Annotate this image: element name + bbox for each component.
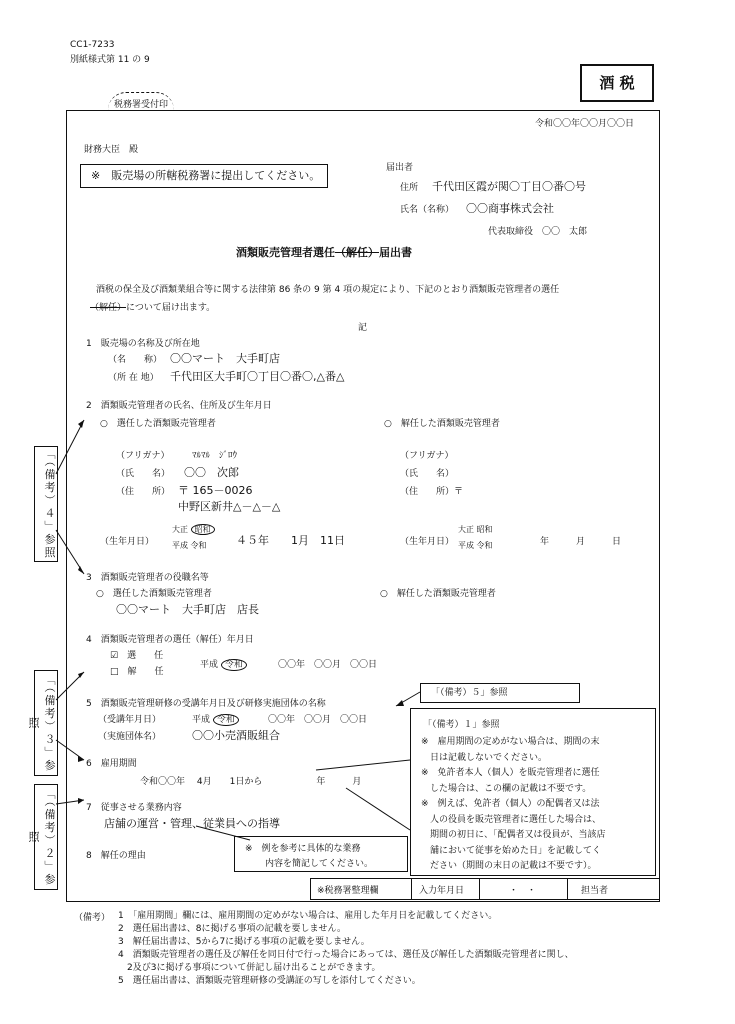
furigana-value: ﾏﾙﾏﾙ ｼﾞﾛｳ (192, 451, 238, 461)
biko1-line: した場合は、この欄の記載は不要です。 (421, 783, 592, 794)
office-use-row (310, 878, 660, 900)
org-label: （実施団体名） (98, 732, 162, 742)
office-divider (479, 879, 480, 899)
submit-note: ※ 販売場の所轄税務署に提出してください。 (80, 164, 328, 188)
birth-label: （生年月日） (100, 537, 155, 547)
address-label: 住所 (400, 183, 419, 193)
dismiss-checkbox: □ 解 任 (110, 667, 164, 677)
biko1-line: ※ 免許者本人（個人）を販売管理者に選任 (421, 768, 600, 778)
biko1-head: 「（備考）１」参照 (423, 720, 500, 730)
section3-title: 3 酒類販売管理者の役職名等 (86, 573, 209, 583)
section8-title: 8 解任の理由 (86, 851, 146, 861)
biko1-line: ※ 雇用期間の定めがない場合は、期間の末 (421, 737, 600, 747)
remark-item: 4 酒類販売管理者の選任及び解任を同日付で行った場合にあっては、選任及び解任した酒類販売管理者に関し、 (118, 950, 574, 960)
representative: 代表取締役 〇〇 太郎 (488, 227, 588, 237)
shop-location-label: （所 在 地） (108, 373, 159, 383)
receipt-stamp: 税務署受付印 (108, 92, 174, 110)
manager-zip: 〒 165－0026 (178, 484, 253, 497)
section2-title: 2 酒類販売管理者の氏名、住所及び生年月日 (86, 401, 272, 411)
r-name-label: （氏 名） (400, 469, 455, 479)
title-suffix: 届出書 (379, 246, 412, 259)
tax-category-box: 酒 税 (580, 64, 654, 102)
remark-item: 2 選任届出書は、8に掲げる事項の記載を要しません。 (118, 924, 346, 934)
era-taisho: 大正 (172, 525, 188, 534)
ref-tab-2: 「（備考）２」参照 (34, 784, 58, 890)
shop-name-label: （名 称） (108, 355, 163, 365)
ki-label: 記 (358, 323, 368, 333)
r-address-label: （住 所）〒 (400, 487, 464, 497)
era-showa-circled: 昭和 (191, 524, 215, 535)
biko1-line: 人の役員を販売管理者に選任した場合は、 (421, 814, 602, 825)
s4-date: 〇〇年 〇〇月 〇〇日 (278, 660, 378, 670)
manager-address-label: （住 所） (116, 487, 171, 497)
staff-label: 担当者 (581, 886, 609, 896)
applicant-address: 千代田区霞が関〇丁目〇番〇号 (432, 180, 586, 193)
manager-name-label: （氏 名） (116, 469, 171, 479)
intro-tail: について届け出ます。 (126, 303, 216, 313)
s3-appointed: ○ 選任した酒類販売管理者 (96, 589, 212, 599)
r-birth-label: （生年月日） (400, 537, 455, 547)
section1-title: 1 販売場の名称及び所在地 (86, 339, 200, 349)
title-struck: （解任） (335, 246, 379, 259)
intro-line1: 酒税の保全及び酒類業組合等に関する法律第 86 条の 9 第 4 項の規定により、下記のとおり酒類販売管理者の選任 (96, 285, 560, 295)
remark-item: 2及び3に掲げる事項について併記し届け出ることができます。 (118, 963, 381, 973)
biko1-line: 舗において従事を始めた日」を記載してく (421, 845, 602, 856)
appoint-checkbox: ☑ 選 任 (110, 651, 164, 661)
ref-tab-4: 「（備考）４」参照 (34, 446, 58, 562)
example-note-line2: 内容を簡記してください。 (265, 859, 374, 869)
furigana-label: （フリガナ） (116, 451, 170, 461)
office-label: ※税務署整理欄 (317, 886, 379, 896)
addressee: 財務大臣 殿 (84, 145, 139, 155)
s5-era-reiwa: 令和 (213, 714, 239, 726)
form-code: CC1-7233 (70, 40, 115, 50)
example-note-line1: ※ 例を参考に具体的な業務 (245, 844, 361, 854)
intro-struck: （解任） (90, 303, 127, 313)
ref-note5: 「（備考）５」参照 (420, 683, 580, 703)
r-birth-date: 年 月 日 (540, 537, 622, 547)
s5-era-heisei: 平成 (192, 715, 211, 725)
section4-title: 4 酒類販売管理者の選任（解任）年月日 (86, 635, 254, 645)
s4-era-heisei: 平成 (200, 660, 219, 670)
course-date-label: （受講年月日） (98, 715, 162, 725)
section5-title: 5 酒類販売管理研修の受講年月日及び研修実施団体の名称 (86, 699, 326, 709)
employment-period: 令和〇〇年 4月 1日から 年 月 (140, 777, 362, 787)
remark-item: 1 「雇用期間」欄には、雇用期間の定めがない場合は、雇用した年月日を記載してください。 (118, 911, 498, 921)
r-era-top: 大正 昭和 (458, 525, 493, 534)
duties-value: 店舗の運営・管理、従業員への指導 (104, 817, 280, 830)
applicant-name: 〇〇商事株式会社 (466, 202, 554, 215)
appointed-head: ○ 選任した酒類販売管理者 (100, 419, 216, 429)
ref-tab-3: 「（備考）３」参照 (34, 670, 58, 776)
section7-title: 7 従事させる業務内容 (86, 803, 182, 813)
r-furigana-label: （フリガナ） (400, 451, 454, 461)
remarks-list (118, 910, 574, 988)
biko1-line: ださい（期間の末日の記載は不要です）。 (421, 861, 597, 871)
era-bottom: 平成 令和 (172, 541, 207, 550)
org-name: 〇〇小売酒販組合 (192, 729, 280, 742)
s4-era-reiwa: 令和 (221, 659, 247, 671)
remarks-head: （備考） (74, 913, 111, 923)
biko1-line: 日は記載しないでください。 (421, 752, 548, 763)
form-number: 別紙様式第 11 の 9 (70, 55, 150, 65)
biko1-line: 期間の初日に、「配偶者又は役員が、当該店 (421, 830, 606, 840)
office-divider (411, 879, 412, 899)
dismissed-head: ○ 解任した酒類販売管理者 (384, 419, 500, 429)
shop-location: 千代田区大手町〇丁目〇番〇,△番△ (170, 370, 345, 383)
manager-name: 〇〇 次郎 (184, 466, 239, 479)
biko1-line: ※ 例えば、免許者（個人）の配偶者又は法 (421, 799, 600, 809)
r-era-bottom: 平成 令和 (458, 541, 493, 550)
section6-title: 6 雇用期間 (86, 759, 137, 769)
course-date: 〇〇年 〇〇月 〇〇日 (268, 715, 368, 725)
birth-date: ４５年 1月 11日 (236, 534, 345, 547)
position-value: 〇〇マート 大手町店 店長 (116, 603, 259, 616)
manager-address: 中野区新井△－△－△ (178, 500, 281, 513)
remark-item: 5 選任届出書は、酒類販売管理研修の受講証の写しを添付してください。 (118, 976, 421, 986)
name-label: 氏名（名称） (400, 205, 455, 215)
applicant-label: 届出者 (386, 163, 414, 173)
input-date-label: 入力年月日 (419, 886, 465, 896)
title-main: 酒類販売管理者選任 (236, 246, 335, 259)
submission-date: 令和〇〇年〇〇月〇〇日 (535, 119, 635, 129)
s3-dismissed: ○ 解任した酒類販売管理者 (380, 589, 496, 599)
shop-name: 〇〇マート 大手町店 (170, 352, 280, 365)
remark-item: 3 解任届出書は、5から7に掲げる事項の記載を要しません。 (118, 937, 370, 947)
input-date-sep: ・ ・ (509, 886, 537, 896)
office-divider (567, 879, 568, 899)
